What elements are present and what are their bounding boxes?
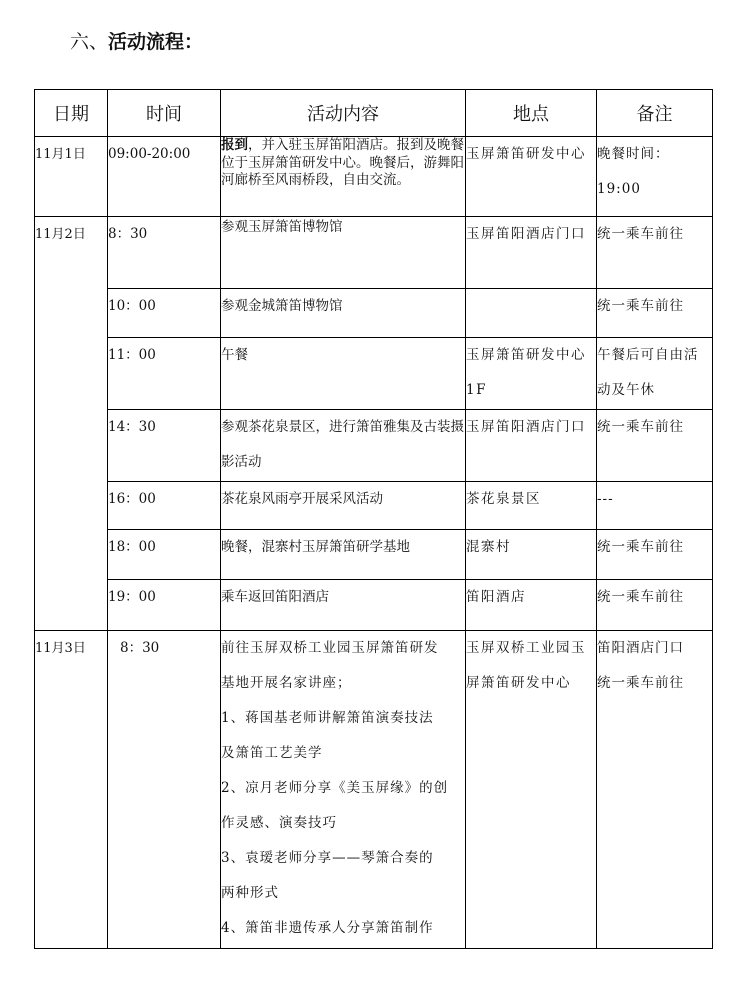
table-row bbox=[35, 410, 713, 482]
location-cell: 玉屏箫笛研发中心1F bbox=[466, 338, 597, 410]
time-cell: 10：00 bbox=[108, 289, 221, 338]
activity-cell: 午餐 bbox=[221, 338, 466, 410]
activity-cell: 参观茶花泉景区，进行箫笛雅集及古装摄影活动 bbox=[221, 410, 466, 482]
note-cell: --- bbox=[597, 482, 713, 530]
location-cell: 笛阳酒店 bbox=[466, 580, 597, 631]
schedule-table bbox=[34, 89, 713, 949]
activity-line: 2、凉月老师分享《美玉屏缘》的创 bbox=[221, 780, 449, 796]
header-note: 备注 bbox=[597, 90, 713, 137]
header-time: 时间 bbox=[108, 90, 221, 137]
section-heading bbox=[70, 27, 203, 54]
table-row bbox=[35, 482, 713, 530]
time-cell: 14：30 bbox=[108, 410, 221, 482]
header-date: 日期 bbox=[35, 90, 108, 137]
time-cell: 16：00 bbox=[108, 482, 221, 530]
activity-line: 前往玉屏双桥工业园玉屏箫笛研发 bbox=[221, 640, 439, 656]
date-cell: 11月2日 bbox=[35, 217, 108, 631]
location-cell: 玉屏箫笛研发中心 bbox=[466, 137, 597, 217]
table-header-row bbox=[35, 90, 713, 137]
location-cell: 玉屏笛阳酒店门口 bbox=[466, 217, 597, 289]
time-cell: 8：30 bbox=[108, 631, 221, 949]
activity-cell bbox=[221, 137, 466, 217]
activity-line: 1、蒋国基老师讲解箫笛演奏技法 bbox=[221, 710, 434, 726]
activity-cell: 参观玉屏箫笛博物馆 bbox=[221, 217, 466, 289]
table-row bbox=[35, 338, 713, 410]
activity-line: 基地开展名家讲座； bbox=[221, 675, 352, 691]
note-cell: 午餐后可自由活动及午休 bbox=[597, 338, 713, 410]
location-cell bbox=[466, 289, 597, 338]
note-cell bbox=[597, 631, 713, 949]
table-row bbox=[35, 530, 713, 580]
date-cell: 11月3日 bbox=[35, 631, 108, 949]
note-cell: 统一乘车前往 bbox=[597, 580, 713, 631]
date-cell: 11月1日 bbox=[35, 137, 108, 217]
note-cell: 统一乘车前往 bbox=[597, 410, 713, 482]
table-row bbox=[35, 137, 713, 217]
activity-cell: 茶花泉风雨亭开展采风活动 bbox=[221, 482, 466, 530]
location-cell: 茶花泉景区 bbox=[466, 482, 597, 530]
activity-line: 两种形式 bbox=[221, 885, 279, 901]
time-cell: 8：30 bbox=[108, 217, 221, 289]
table-row bbox=[35, 631, 713, 949]
note-line: 统一乘车前往 bbox=[597, 675, 684, 691]
note-cell: 统一乘车前往 bbox=[597, 217, 713, 289]
note-cell: 统一乘车前往 bbox=[597, 530, 713, 580]
time-cell: 09:00-20:00 bbox=[108, 137, 221, 217]
activity-cell: 参观金城箫笛博物馆 bbox=[221, 289, 466, 338]
time-cell: 18：00 bbox=[108, 530, 221, 580]
activity-line: 3、袁瑷老师分享——琴箫合奏的 bbox=[221, 850, 434, 866]
table-row bbox=[35, 289, 713, 338]
location-cell: 玉屏双桥工业园玉屏箫笛研发中心 bbox=[466, 631, 597, 949]
table-row bbox=[35, 580, 713, 631]
location-cell: 玉屏笛阳酒店门口 bbox=[466, 410, 597, 482]
table-row bbox=[35, 217, 713, 289]
location-cell: 混寨村 bbox=[466, 530, 597, 580]
activity-cell: 乘车返回笛阳酒店 bbox=[221, 580, 466, 631]
header-location: 地点 bbox=[466, 90, 597, 137]
header-activity: 活动内容 bbox=[221, 90, 466, 137]
activity-line: 及箫笛工艺美学 bbox=[221, 745, 323, 761]
activity-line: 4、箫笛非遗传承人分享箫笛制作 bbox=[221, 920, 434, 936]
section-title: 活动流程： bbox=[108, 31, 204, 53]
activity-bold: 报到 bbox=[221, 137, 248, 153]
time-cell: 19：00 bbox=[108, 580, 221, 631]
time-cell: 11：00 bbox=[108, 338, 221, 410]
note-cell: 统一乘车前往 bbox=[597, 289, 713, 338]
activity-text: ，并入驻玉屏笛阳酒店。报到及晚餐位于玉屏箫笛研发中心。晚餐后，游舞阳河廊桥至风雨桥段，自由交流。 bbox=[221, 137, 464, 188]
activity-cell bbox=[221, 631, 466, 949]
activity-line: 作灵感、演奏技巧 bbox=[221, 815, 337, 831]
note-cell: 晚餐时间：19:00 bbox=[597, 137, 713, 217]
note-line: 笛阳酒店门口 bbox=[597, 640, 684, 656]
activity-cell: 晚餐，混寨村玉屏箫笛研学基地 bbox=[221, 530, 466, 580]
section-number: 六、 bbox=[70, 31, 109, 53]
